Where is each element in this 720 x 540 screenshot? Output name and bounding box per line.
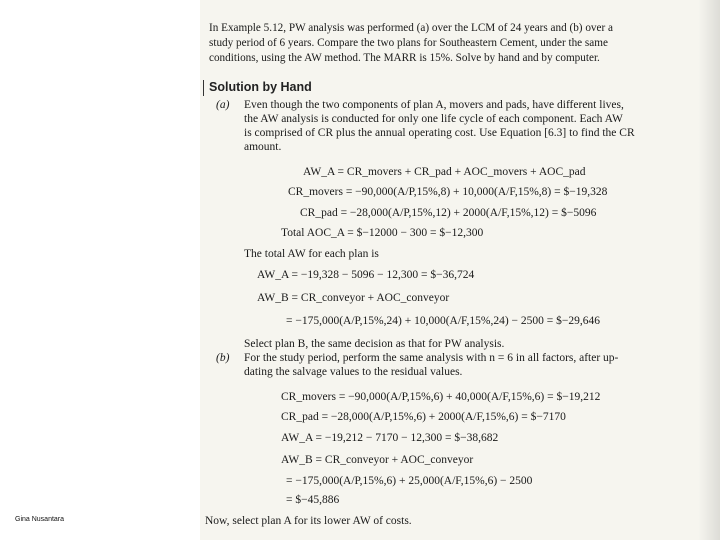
part-b-line-2: dating the salvage values to the residual values. [244,366,463,378]
eq-aw-a-total: AW_A = −19,328 − 5096 − 12,300 = $−36,724 [257,269,475,281]
page-edge-shadow [698,0,720,540]
eq-cr-pad-a: CR_pad = −28,000(A/P,15%,12) + 2000(A/F,15%,12) = $−5096 [300,207,597,219]
part-b-line-1: For the study period, perform the same analysis with n = 6 in all factors, after up- [244,352,619,364]
select-b-line: Select plan B, the same decision as that for PW analysis. [244,338,505,350]
solution-heading: Solution by Hand [209,80,312,94]
eq-cr-movers-b: CR_movers = −90,000(A/P,15%,6) + 40,000(A/F,15%,6) = $−19,212 [281,391,601,403]
part-a-line-1: Even though the two components of plan A, movers and pads, have different lives, [244,99,624,111]
eq-cr-movers-a: CR_movers = −90,000(A/P,15%,8) + 10,000(A/F,15%,8) = $−19,328 [288,186,608,198]
part-a-label: (a) [216,99,230,111]
eq-aw-b: AW_B = CR_conveyor + AOC_conveyor [257,292,450,304]
eq-aw-b-b: AW_B = CR_conveyor + AOC_conveyor [281,454,474,466]
textbook-page [200,0,720,540]
part-b-label: (b) [216,352,230,364]
intro-line-1: In Example 5.12, PW analysis was performed (a) over the LCM of 24 years and (b) over a [209,22,613,34]
eq-aw-b-b-value: = −175,000(A/P,15%,6) + 25,000(A/F,15%,6) − 2500 [286,475,533,487]
margin-marker [203,80,204,96]
eq-total-aoc: Total AOC_A = $−12000 − 300 = $−12,300 [281,227,484,239]
author-credit: Gina Nusantara [15,516,65,523]
part-a-line-2: the AW analysis is conducted for only one life cycle of each component. Each AW [244,113,623,125]
eq-aw-b-b-result: = $−45,886 [286,494,340,506]
eq-aw-a: AW_A = CR_movers + CR_pad + AOC_movers + AOC_pad [303,166,586,178]
total-aw-line: The total AW for each plan is [244,248,379,260]
intro-line-3: conditions, using the AW method. The MARR is 15%. Solve by hand and by computer. [209,52,600,64]
final-line: Now, select plan A for its lower AW of costs. [205,515,412,527]
intro-line-2: study period of 6 years. Compare the two plans for Southeastern Cement, under the same [209,37,608,49]
part-a-line-3: is comprised of CR plus the annual operating cost. Use Equation [6.3] to find the CR [244,127,635,139]
eq-cr-pad-b: CR_pad = −28,000(A/P,15%,6) + 2000(A/F,15%,6) = $−7170 [281,411,566,423]
part-a-line-4: amount. [244,141,282,153]
eq-aw-a-b: AW_A = −19,212 − 7170 − 12,300 = $−38,682 [281,432,499,444]
eq-aw-b-value: = −175,000(A/P,15%,24) + 10,000(A/F,15%,24) − 2500 = $−29,646 [286,315,600,327]
